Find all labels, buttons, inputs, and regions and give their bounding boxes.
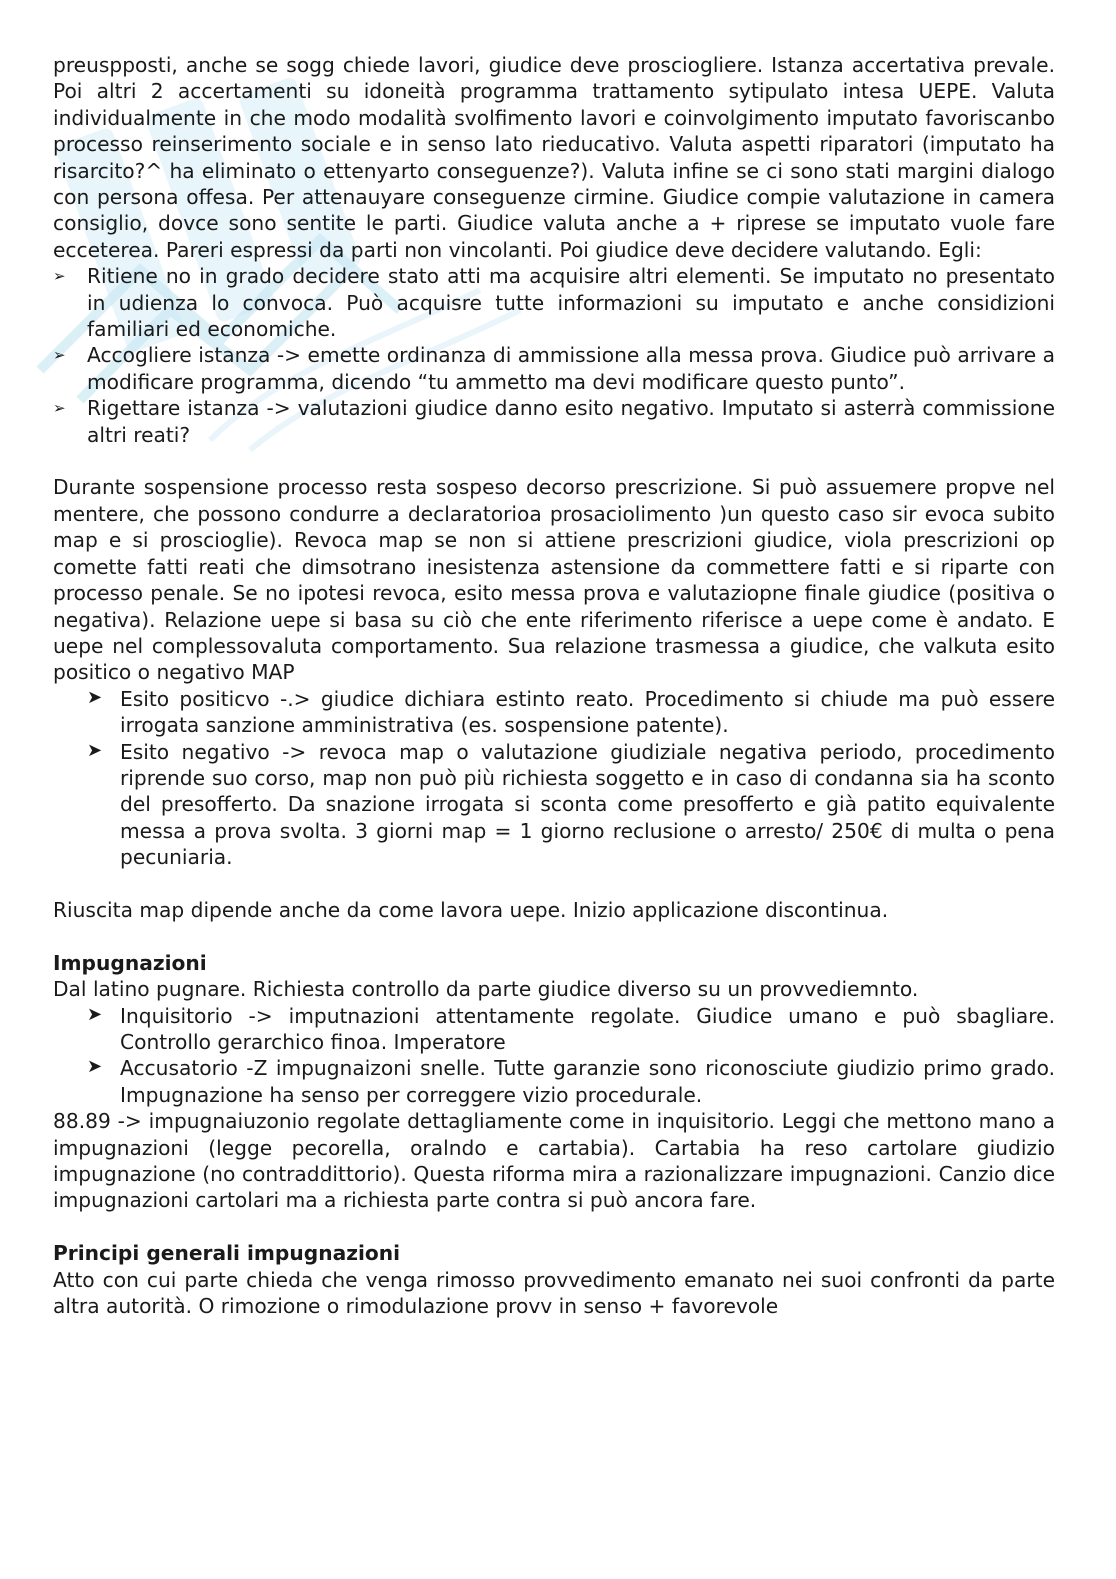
arrow-bullet-icon: ➢: [53, 346, 66, 365]
list-item: [87, 1003, 1055, 1056]
list-item: [53, 263, 1055, 342]
list-item-text: Esito negativo -> revoca map o valutazione giudiziale negativa periodo, procedimento riprende suo corso, map non può più richiesta soggetto e in caso di condanna sia ha sconto del presofferto. Da snazione irrogata si sconta come presofferto e già patito equivalente messa a prova svolta. 3 giorni map = 1 giorno reclusione o arresto/ 250€ di multa o pena pecuniaria.: [120, 739, 1055, 870]
list-item-text: Accogliere istanza -> emette ordinanza di ammissione alla messa prova. Giudice può arrivare a modificare programma, dicendo “tu ammetto ma devi modificare questo punto”.: [87, 343, 1055, 394]
list-item-text: Ritiene no in grado decidere stato atti ma acquisire altri elementi. Se imputato no presentato in udienza lo convoca. Può acquisre tutte informazioni su imputato e anche considizioni familiari ed economiche.: [87, 264, 1055, 342]
spacer: [53, 1214, 1055, 1240]
paragraph-latino: Dal latino pugnare. Richiesta controllo da parte giudice diverso su un provvediemnto.: [53, 977, 919, 1002]
document-body: [53, 52, 1055, 1319]
arrow-bullet-icon: ➤: [87, 1056, 103, 1078]
arrow-bullet-icon: ➢: [53, 399, 66, 418]
paragraph-riforme: 88.89 -> impugnaiuzonio regolate dettagliamente come in inquisitorio. Leggi che mettono mano a impugnazioni (legge pecorella, oralndo e cartabia). Cartabia ha reso cartolare giudizio impugnazione (no contraddittorio). Questa riforma mira a razionalizzare impugnazioni. Canzio dice impugnazioni cartolari ma a richiesta parte contra si può ancora fare.: [53, 1109, 1055, 1213]
spacer: [53, 923, 1055, 949]
list-item-text: Rigettare istanza -> valutazioni giudice danno esito negativo. Imputato si asterrà commissione altri reati?: [87, 396, 1055, 447]
section-heading-principi: Principi generali impugnazioni: [53, 1241, 401, 1266]
sistemi-list: [53, 1003, 1055, 1109]
spacer: [53, 871, 1055, 897]
decision-options-list: [53, 263, 1055, 448]
paragraph-riuscita: Riuscita map dipende anche da come lavora uepe. Inizio applicazione discontinua.: [53, 897, 889, 922]
list-item-text: Inquisitorio -> imputnazioni attentamente regolate. Giudice umano e può sbagliare. Controllo gerarchico finoa. Imperatore: [120, 1003, 1055, 1054]
list-item: [53, 342, 1055, 395]
list-item: [53, 395, 1055, 448]
paragraph-sospensione: Durante sospensione processo resta sospeso decorso prescrizione. Si può assuemere propve nel mentere, che possono condurre a declaratorioa prosaciolimento )un questo caso sir evoca subito map e si proscioglie). Revoca map se non si attiene prescrizioni giudice, viola prescrizioni op comette fatti reati che dimsotrano inesistenza astensione da commettere fatti e si riparte con processo penale. Se no ipotesi revoca, esito messa prova e valutaziopne finale giudice (positiva o negativa). Relazione uepe si basa su ciò che ente riferimento riferisce a uepe come è andato. E uepe nel complessovaluta comportamento. Sua relazione trasmessa a giudice, che valkuta esito positico o negativo MAP: [53, 475, 1055, 685]
arrow-bullet-icon: ➤: [87, 1003, 103, 1025]
list-item: [87, 686, 1055, 739]
esito-list: [53, 686, 1055, 871]
arrow-bullet-icon: ➤: [87, 686, 103, 708]
list-item: [87, 1055, 1055, 1108]
spacer: [53, 448, 1055, 474]
paragraph-principi: Atto con cui parte chieda che venga rimosso provvedimento emanato nei suoi confronti da parte altra autorità. O rimozione o rimodulazione provv in senso + favorevole: [53, 1267, 1055, 1319]
list-item-text: Accusatorio -Z impugnaizoni snelle. Tutte garanzie sono riconosciute giudizio primo grado. Impugnazione ha senso per correggere vizio procedurale.: [120, 1056, 1055, 1107]
list-item-text: Esito positicvo -.> giudice dichiara estinto reato. Procedimento si chiude ma può essere irrogata sanzione amministrativa (es. sospensione patente).: [120, 686, 1055, 738]
paragraph-intro: preuspposti, anche se sogg chiede lavori, giudice deve prosciogliere. Istanza accertativa prevale. Poi altri 2 accertamenti su idoneità programma trattamento sytipulato intesa UEPE. Valuta individualmente in che modo modalità svolfimento lavori e coinvolgimento imputato favoriscanbo processo reinserimento sociale e in senso lato rieducativo. Valuta aspetti riparatori (imputato ha risarcito?^ ha eliminato o ettenyarto conseguenze?). Valuta infine se ci sono stati margini dialogo con persona offesa. Per attenauyare conseguenze cirmine. Giudice compie valutazione in camera consiglio, dovce sono sentite le parti. Giudice valuta anche a + riprese se imputato vuole fare ecceterea. Pareri espressi da parti non vincolanti. Poi giudice deve decidere valutando. Egli:: [53, 53, 1055, 262]
arrow-bullet-icon: ➢: [53, 267, 66, 286]
section-heading-impugnazioni: Impugnazioni: [53, 950, 207, 975]
arrow-bullet-icon: ➤: [87, 739, 103, 761]
list-item: [87, 739, 1055, 871]
